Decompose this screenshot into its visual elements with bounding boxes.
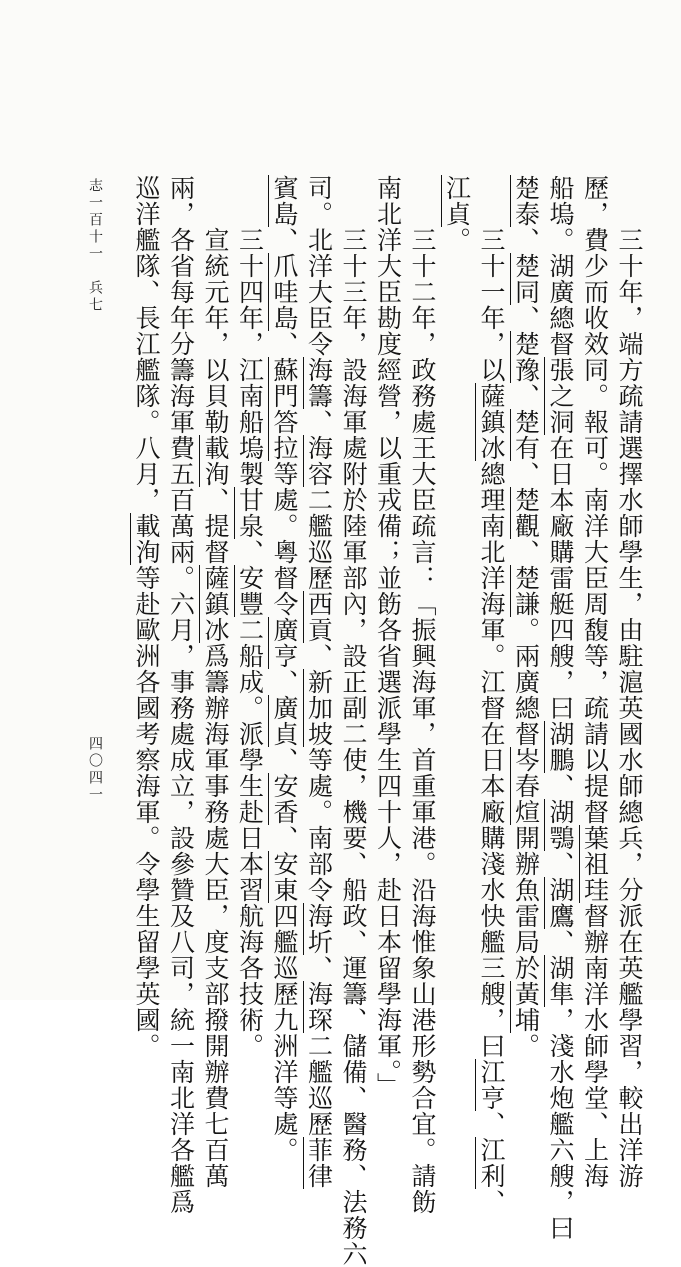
proper-name: 海籌: [304, 357, 334, 409]
text-column: [200, 175, 231, 1189]
text-run: 四艦巡歷九洲洋等處。: [270, 903, 299, 1163]
text-column: [166, 175, 197, 1215]
proper-name: 岑春煊: [511, 747, 541, 825]
page-number: 四〇四一: [87, 736, 103, 804]
text-run: 三十二年，政務處王大臣疏言：「振興海軍，首重軍港。沿海惟象山港形勢合宜。請飭: [408, 175, 437, 1215]
text-run: 二船成。派學生赴日本習航海各技術。: [235, 617, 265, 1059]
text-run: 、: [477, 1189, 506, 1215]
proper-name: 安豐: [235, 565, 265, 617]
text-run: 、: [304, 643, 334, 669]
text-column: [614, 175, 645, 1189]
proper-name: 楚泰: [511, 175, 541, 227]
text-run: 司。北洋大臣令: [304, 175, 334, 357]
proper-name: 湖鵬: [546, 721, 575, 773]
text-run: 二艦巡歷: [304, 1033, 334, 1137]
proper-name: 楚豫: [511, 331, 541, 383]
text-run: 、: [546, 773, 575, 799]
proper-name: 黃埔: [511, 981, 541, 1033]
proper-name: 湖鷹: [546, 877, 575, 929]
text-run: 、: [511, 383, 541, 409]
text-column: [545, 175, 576, 1241]
proper-name: 薩鎮冰: [477, 383, 506, 461]
proper-name: 廣貞: [270, 695, 299, 747]
proper-name: 甘泉: [235, 487, 265, 539]
proper-name: 安東: [270, 851, 299, 903]
proper-name: 爪哇島: [270, 253, 299, 331]
text-run: 三十三年，設海軍處附於陸軍部內，設正副二使，機要、船政、運籌、儲備、醫務、法務六: [339, 175, 368, 1267]
text-run: 。: [442, 227, 472, 253]
text-run: 宣統元年，以貝勒: [201, 175, 230, 435]
text-column: [269, 175, 300, 1163]
text-run: 、: [235, 539, 265, 565]
text-run: 船塢。湖廣總督: [546, 175, 575, 357]
proper-name: 菲律: [304, 1137, 334, 1189]
proper-name: 葉祖珪: [580, 825, 610, 903]
text-run: 、: [304, 409, 334, 435]
text-run: 、提督: [201, 487, 230, 565]
proper-name: 張之洞: [546, 357, 575, 435]
text-run: 、: [511, 539, 541, 565]
text-run: 等處。南部令: [304, 747, 334, 903]
text-run: 兩，各省每年分籌海軍費五百萬兩。六月，事務處成立，設參贊及八司，統一南北洋各艦爲: [166, 175, 196, 1215]
text-run: 總理南北洋海軍。江督在日本廠購淺水快艦三艘，曰: [477, 461, 506, 1059]
proper-name: 湖鶚: [546, 799, 575, 851]
text-column: [373, 175, 404, 1099]
text-run: 三十年，端方疏請選擇水師學生，由駐滬英國水師總兵，分派在英艦學習，較出洋游: [615, 175, 644, 1189]
proper-name: 蘇門答拉: [270, 357, 299, 461]
text-run: 、: [511, 461, 541, 487]
text-run: 、: [270, 227, 299, 253]
text-run: 爲籌辦海軍事務處大臣，度支部撥開辦費七百萬: [201, 643, 230, 1189]
proper-name: 楚有: [511, 409, 541, 461]
proper-name: 江貞: [442, 175, 472, 227]
text-run: 、: [477, 1111, 506, 1137]
text-run: 。兩廣總督: [511, 617, 541, 747]
proper-name: 新加坡: [304, 669, 334, 747]
text-column: [304, 175, 335, 1189]
proper-name: 海圻: [304, 903, 334, 955]
text-run: 二艦巡歷: [304, 487, 334, 591]
text-run: 巡洋艦隊、長江艦隊。八月，: [132, 175, 161, 513]
proper-name: 薩鎮冰: [201, 565, 230, 643]
proper-name: 賓島: [270, 175, 299, 227]
text-run: 、: [546, 929, 575, 955]
proper-name: 安香: [270, 773, 299, 825]
text-run: 三十四年，江南船塢製: [235, 175, 265, 487]
proper-name: 湖隼: [546, 955, 575, 1007]
text-run: 、: [304, 955, 334, 981]
text-column: [338, 175, 369, 1267]
proper-name: 載洵: [201, 435, 230, 487]
text-column: [131, 175, 162, 1059]
proper-name: 楚謙: [511, 565, 541, 617]
text-column: [511, 175, 542, 1059]
text-run: 在日本廠購雷艇四艘，曰: [546, 435, 575, 721]
text-run: 、: [546, 851, 575, 877]
text-run: 督辦南洋水師學堂、上海: [580, 903, 610, 1189]
text-column: [235, 175, 266, 1059]
text-column: [580, 175, 611, 1189]
text-run: 、: [270, 331, 299, 357]
proper-name: 楚觀: [511, 487, 541, 539]
text-run: 、: [270, 825, 299, 851]
text-run: 等赴歐洲各國考察海軍。令學生留學英國。: [132, 565, 161, 1059]
proper-name: 廣亨: [270, 617, 299, 669]
text-run: 歷，費少而收效同。報可。南洋大臣周馥等，疏請以提督: [580, 175, 610, 825]
text-run: 三十一年，以: [477, 175, 506, 383]
proper-name: 江亨: [477, 1059, 506, 1111]
proper-name: 江利: [477, 1137, 506, 1189]
text-run: 南北洋大臣勘度經營，以重戎備；並飭各省選派學生四十人，赴日本留學海軍。」: [373, 175, 403, 1099]
text-run: 、: [270, 747, 299, 773]
text-run: 、: [511, 227, 541, 253]
text-column: [476, 175, 507, 1215]
text-run: 、: [511, 305, 541, 331]
text-run: 。: [511, 1033, 541, 1059]
proper-name: 楚同: [511, 253, 541, 305]
proper-name: 海琛: [304, 981, 334, 1033]
text-run: 、: [270, 669, 299, 695]
running-head-chapter: 志一百十一 兵七: [87, 178, 103, 314]
text-column: [407, 175, 438, 1215]
text-run: 開辦魚雷局於: [511, 825, 541, 981]
proper-name: 海容: [304, 435, 334, 487]
proper-name: 西貢: [304, 591, 334, 643]
text-run: 等處。粵督令: [270, 461, 299, 617]
text-run: ，淺水炮艦六艘，曰: [546, 1007, 575, 1241]
text-column: [442, 175, 473, 253]
proper-name: 載洵: [132, 513, 161, 565]
